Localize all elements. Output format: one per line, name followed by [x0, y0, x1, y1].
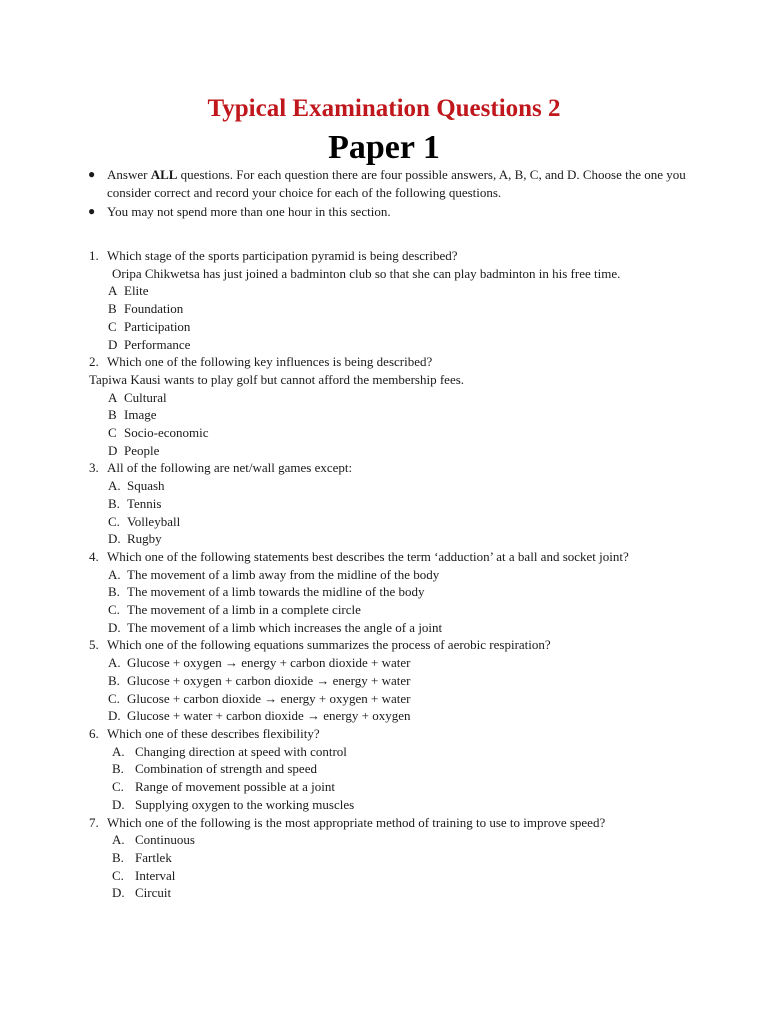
option-d: D People [108, 442, 160, 458]
option-b: B. Tennis [108, 495, 162, 511]
question-stem: All of the following are net/wall games except: [107, 460, 353, 476]
instruction-item: ● You may not spend more than one hour in this section. [88, 204, 391, 219]
option-b: B. Fartlek [112, 849, 172, 865]
option-d: D Performance [108, 336, 191, 352]
question-scenario: Tapiwa Kausi wants to play golf but cannot afford the membership fees. [89, 371, 465, 387]
option-a: A. Glucose + oxygen → energy + carbon dioxide + water [108, 655, 411, 671]
option-c: C Socio-economic [108, 425, 209, 441]
question-list [89, 247, 719, 902]
question-7 [89, 814, 719, 903]
question-stem: Which one of the following is the most appropriate method of training to use to improve speed? [107, 814, 606, 830]
option-d: D. Glucose + water + carbon dioxide → energy + oxygen [108, 708, 411, 724]
option-a: A. The movement of a limb away from the midline of the body [108, 566, 440, 582]
question-4 [89, 548, 719, 637]
question-scenario: Oripa Chikwetsa has just joined a badminton club so that she can play badminton in his free time. [112, 265, 621, 281]
question-stem: Which stage of the sports participation pyramid is being described? [107, 248, 458, 263]
option-b: B Foundation [108, 301, 184, 317]
option-a: A. Continuous [112, 832, 195, 848]
option-b: B. Glucose + oxygen + carbon dioxide → energy + water [108, 672, 411, 688]
question-number: 7. [89, 814, 99, 830]
option-b: B Image [108, 407, 157, 423]
document-title: Typical Examination Questions 2 [207, 95, 561, 122]
instruction-item: ● Answer ALL questions. For each question there are four possible answers, A, B, C, and D. Choose the one you consider correct and record your choice for each of the following questions. [88, 167, 686, 200]
option-c: C. Volleyball [108, 513, 181, 529]
option-b: B. Combination of strength and speed [112, 761, 317, 777]
option-c: C. The movement of a limb in a complete circle [108, 602, 361, 618]
question-3 [89, 459, 719, 548]
option-d: D. The movement of a limb which increases the angle of a joint [108, 619, 443, 635]
option-c: C. Glucose + carbon dioxide → energy + oxygen + water [108, 690, 411, 706]
option-d: D. Circuit [112, 885, 172, 901]
question-number: 6. [89, 725, 99, 741]
option-c: C. Interval [112, 867, 176, 883]
option-a: A Elite [108, 283, 149, 299]
question-number: 2. [89, 354, 99, 370]
option-a: A. Squash [108, 478, 165, 494]
question-stem: Which one of the following key influences is being described? [107, 354, 433, 370]
option-c: C Participation [108, 318, 191, 334]
question-number: 4. [89, 548, 99, 564]
question-number: 3. [89, 460, 99, 476]
instructions-list [88, 166, 718, 223]
question-stem: Which one of the following equations summarizes the process of aerobic respiration? [107, 637, 551, 653]
question-number: 5. [89, 637, 99, 653]
option-a: A Cultural [108, 389, 167, 405]
question-stem: Which one of the following statements best describes the term ‘adduction’ at a ball and socket joint? [107, 548, 629, 564]
option-c: C. Range of movement possible at a joint [112, 779, 336, 795]
question-number: 1. [89, 248, 99, 263]
question-5 [89, 636, 719, 725]
option-b: B. The movement of a limb towards the midline of the body [108, 584, 425, 600]
option-a: A. Changing direction at speed with control [112, 743, 347, 759]
paper-heading: Paper 1 [328, 129, 440, 166]
question-stem: Which one of these describes flexibility? [107, 725, 320, 741]
question-1 [89, 247, 719, 353]
bullet-icon: ● [88, 167, 96, 181]
bullet-icon: ● [88, 204, 96, 218]
option-d: D. Rugby [108, 531, 162, 547]
question-6 [89, 725, 719, 814]
question-2 [89, 353, 719, 459]
option-d: D. Supplying oxygen to the working muscles [112, 796, 355, 812]
